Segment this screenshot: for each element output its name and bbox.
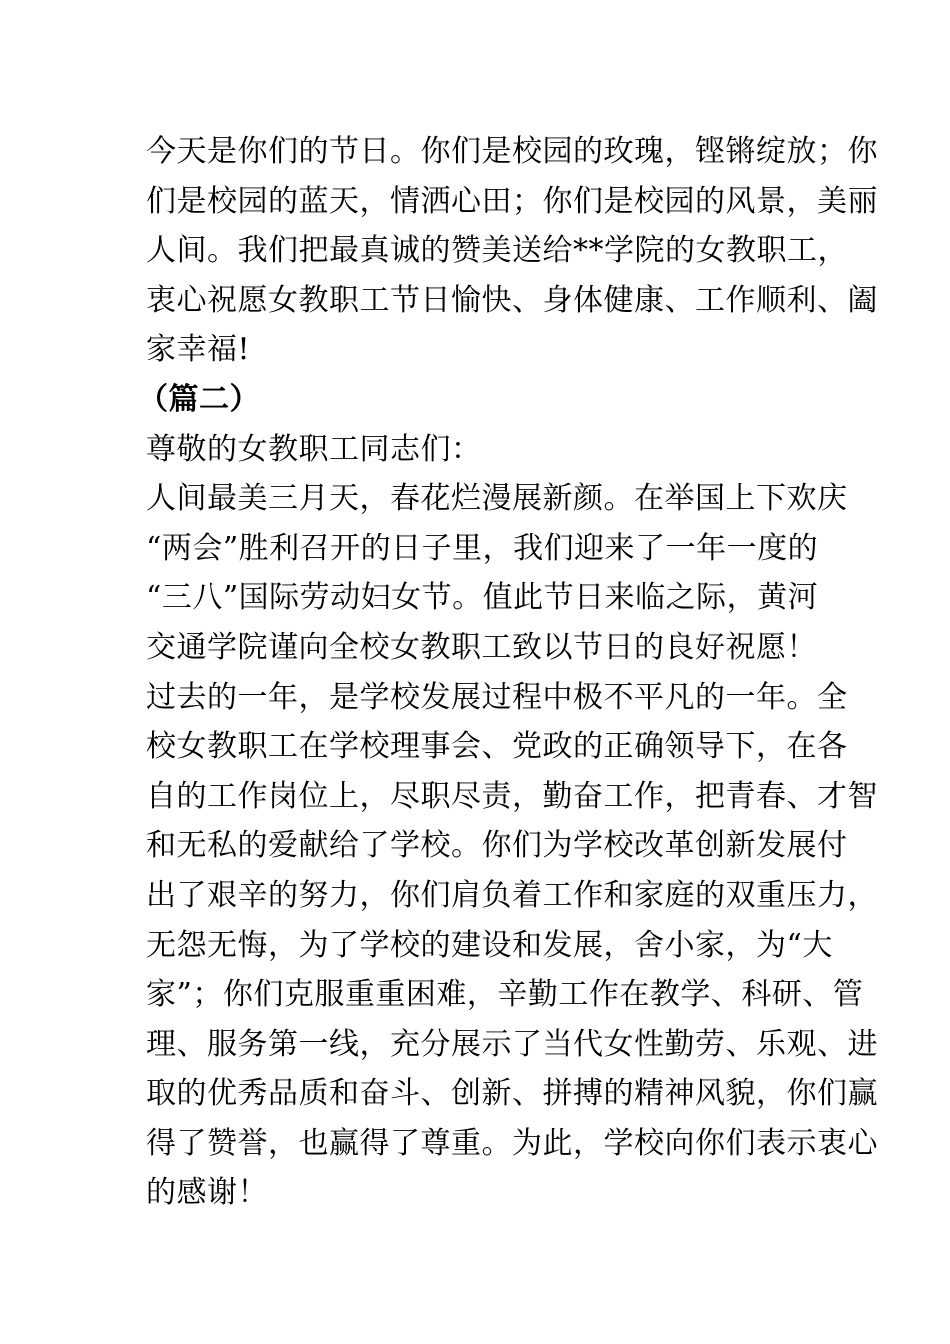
text-line: 们是校园的蓝天，情洒心田；你们是校园的风景，美丽: [146, 183, 878, 219]
text-line: 人间。我们把最真诚的赞美送给**学院的女教职工，: [146, 233, 848, 269]
text-line: 的感谢！: [146, 1175, 268, 1211]
text-line: 交通学院谨向全校女教职工致以节日的良好祝愿！: [146, 629, 817, 665]
text-line: 无怨无悔，为了学校的建设和发展，舍小家，为“大: [146, 927, 833, 963]
document-body: [138, 127, 878, 1218]
text-line: 自的工作岗位上，尽职尽责，勤奋工作，把青春、才智: [146, 778, 878, 814]
text-line: 家幸福!: [146, 332, 251, 368]
text-line: 家”；你们克服重重困难，辛勤工作在教学、科研、管: [146, 977, 864, 1013]
text-line: 取的优秀品质和奋斗、创新、拼搏的精神风貌，你们赢: [146, 1076, 878, 1112]
text-line: 过去的一年，是学校发展过程中极不平凡的一年。全: [146, 679, 848, 715]
text-line: “三八”国际劳动妇女节。值此节日来临之际，黄河: [146, 580, 819, 616]
text-line: 得了赞誉，也赢得了尊重。为此，学校向你们表示衷心: [146, 1125, 878, 1161]
text-line: 衷心祝愿女教职工节日愉快、身体健康、工作顺利、阖: [146, 282, 878, 318]
text-line: 和无私的爱献给了学校。你们为学校改革创新发展付: [146, 828, 848, 864]
section-heading: （篇二）: [138, 381, 260, 417]
salutation-line: 尊敬的女教职工同志们：: [146, 431, 482, 467]
text-line: 人间最美三月天，春花烂漫展新颜。在举国上下欢庆: [146, 481, 848, 517]
text-line: 校女教职工在学校理事会、党政的正确领导下，在各: [146, 729, 848, 765]
text-line: “两会”胜利召开的日子里，我们迎来了一年一度的: [146, 530, 819, 566]
text-line: 理、服务第一线，充分展示了当代女性勤劳、乐观、进: [146, 1026, 878, 1062]
text-line: 今天是你们的节日。你们是校园的玫瑰，铿锵绽放；你: [146, 134, 878, 169]
text-line: 出了艰辛的努力，你们肩负着工作和家庭的双重压力，: [146, 877, 878, 913]
